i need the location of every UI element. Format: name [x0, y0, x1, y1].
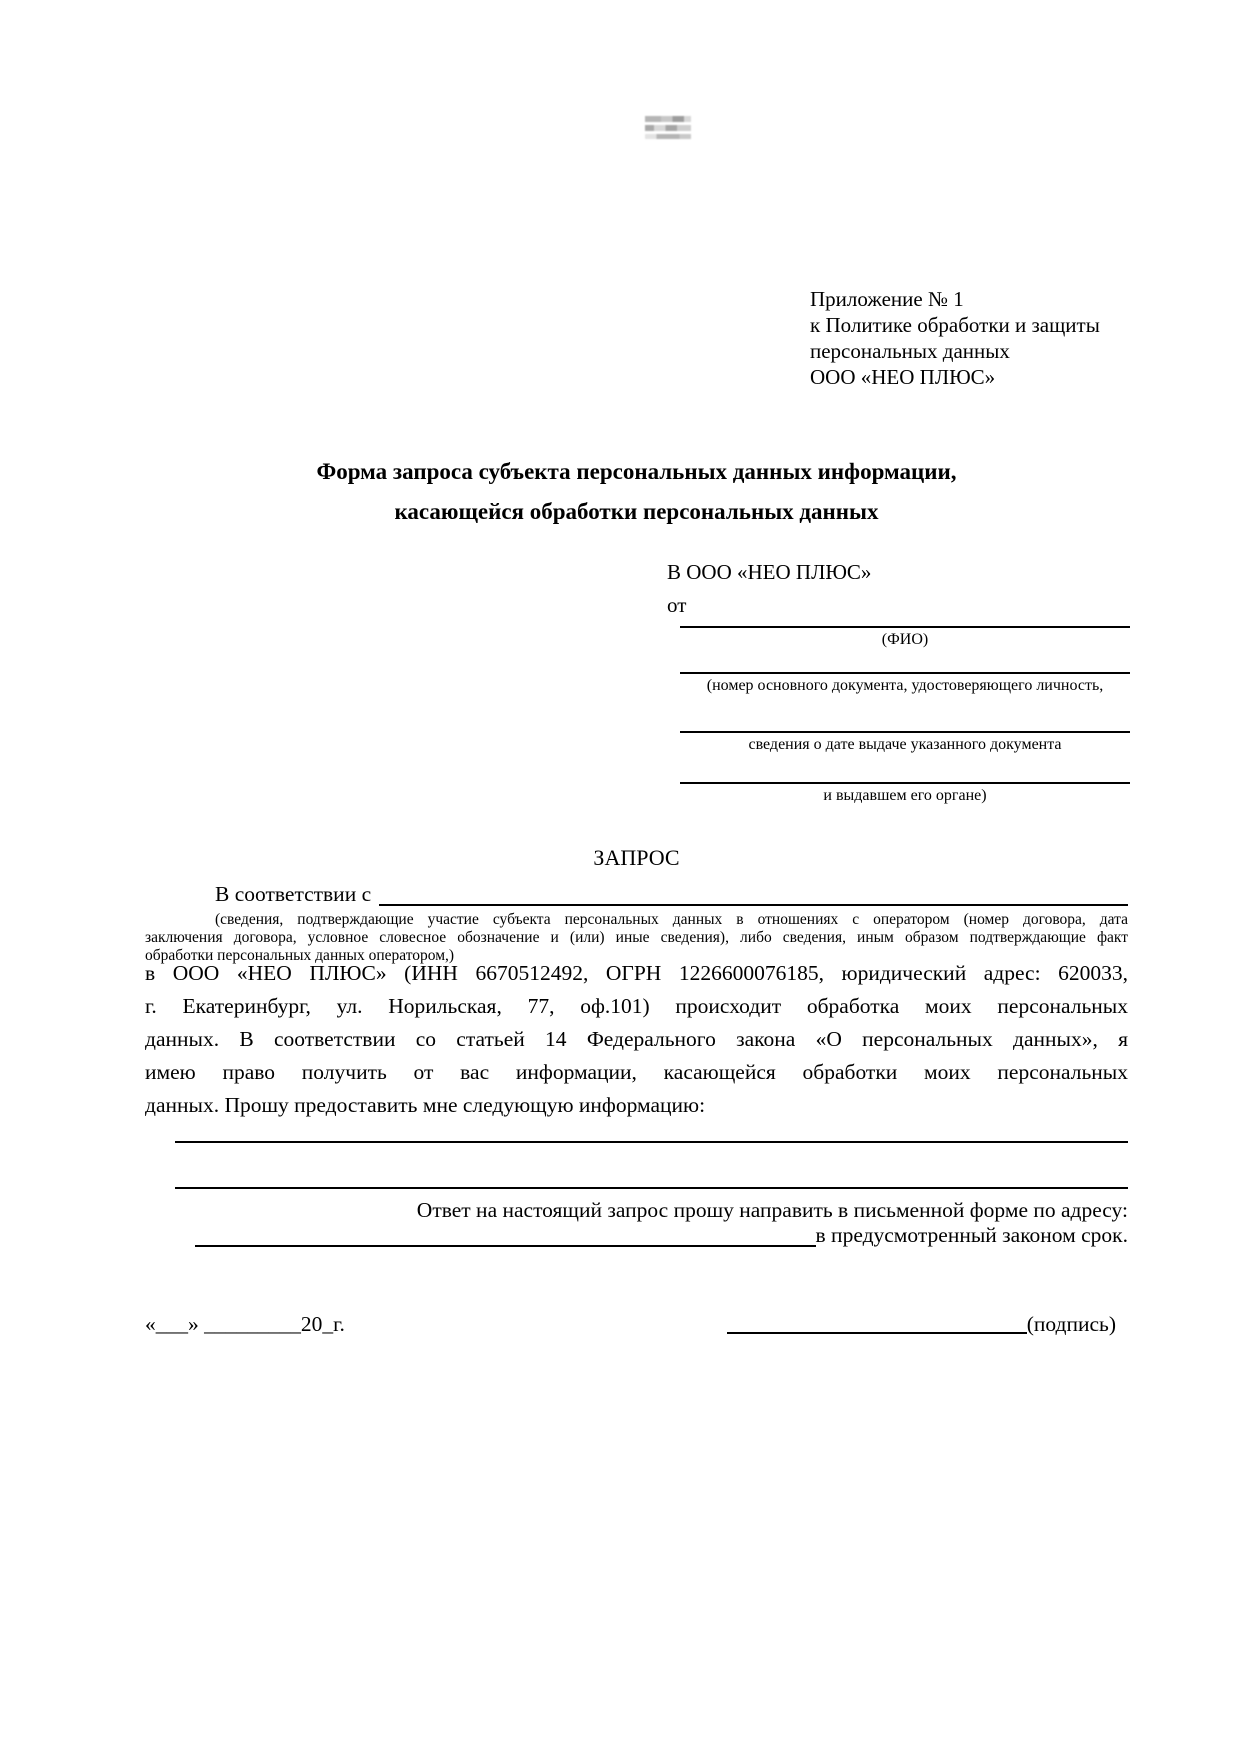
- intro-prefix: В соответствии с: [215, 882, 372, 906]
- intro-blank-line: [379, 904, 1128, 906]
- fio-caption: (ФИО): [881, 631, 929, 648]
- doc-date-caption: сведения о дате выдаче указанного документа: [748, 736, 1062, 753]
- info-blank-line-2: [175, 1187, 1128, 1189]
- body-line: имею право получить от вас информации, касающейся обработки моих персональных: [145, 1060, 1128, 1084]
- blurred-scan-artifact-icon: [645, 116, 691, 139]
- address-row: [145, 1222, 1128, 1249]
- body-line: г. Екатеринбург, ул. Норильская, 77, оф.101) происходит обработка моих персональных: [145, 994, 1128, 1018]
- addressee-block: [667, 556, 871, 622]
- body-line: данных. В соответствии со статьей 14 Федерального закона «О персональных данных», я: [145, 1027, 1128, 1051]
- footnote-line: заключения договора, условное словесное обозначение и (или) иные сведения), либо сведения, иным образом подтверждающие факт: [145, 929, 1128, 946]
- date-blank: «___» _________20_г.: [145, 1312, 345, 1336]
- signature-blank-line: [727, 1332, 1027, 1334]
- doc-issuer-blank-line: [680, 782, 1130, 784]
- address-blank-line: [195, 1245, 816, 1247]
- page-title-line2: касающейся обработки персональных данных: [394, 499, 879, 524]
- signature-group: [727, 1312, 1116, 1337]
- appendix-line: к Политике обработки и защиты: [810, 313, 1100, 337]
- doc-date-blank-line: [680, 731, 1130, 733]
- addressee-from-label: от: [667, 593, 687, 617]
- footnote-line: обработки персональных данных оператором,): [145, 947, 455, 964]
- doc-number-caption: (номер основного документа, удостоверяющего личность,: [706, 677, 1104, 694]
- body-line: в ООО «НЕО ПЛЮС» (ИНН 6670512492, ОГРН 1226600076185, юридический адрес: 620033,: [145, 961, 1128, 985]
- doc-number-blank-line: [680, 672, 1130, 674]
- date-signature-row: [145, 1312, 1128, 1337]
- doc-issuer-caption: и выдавшем его органе): [823, 787, 987, 804]
- body-paragraph: [145, 957, 1128, 1122]
- page-title-line1: Форма запроса субъекта персональных данных информации,: [316, 459, 957, 484]
- signature-caption: (подпись): [1026, 1312, 1116, 1336]
- fio-blank-line: [680, 626, 1130, 628]
- info-blank-line-1: [175, 1141, 1128, 1143]
- answer-tail: в предусмотренный законом срок.: [815, 1223, 1128, 1247]
- body-line: данных. Прошу предоставить мне следующую информацию:: [145, 1093, 706, 1117]
- addressee-to: В ООО «НЕО ПЛЮС»: [667, 560, 872, 584]
- appendix-line: Приложение № 1: [810, 287, 964, 311]
- appendix-line: ООО «НЕО ПЛЮС»: [810, 365, 996, 389]
- footnote-line: (сведения, подтверждающие участие субъекта персональных данных в отношениях с оператором (номер договора, дата: [215, 911, 1128, 928]
- request-heading: ЗАПРОС: [593, 845, 680, 870]
- appendix-line: персональных данных: [810, 339, 1010, 363]
- page-title: [145, 452, 1128, 532]
- appendix-block: [810, 286, 1150, 390]
- intro-row: [145, 881, 1128, 908]
- answer-request-line: Ответ на настоящий запрос прошу направить в письменной форме по адресу:: [416, 1198, 1128, 1222]
